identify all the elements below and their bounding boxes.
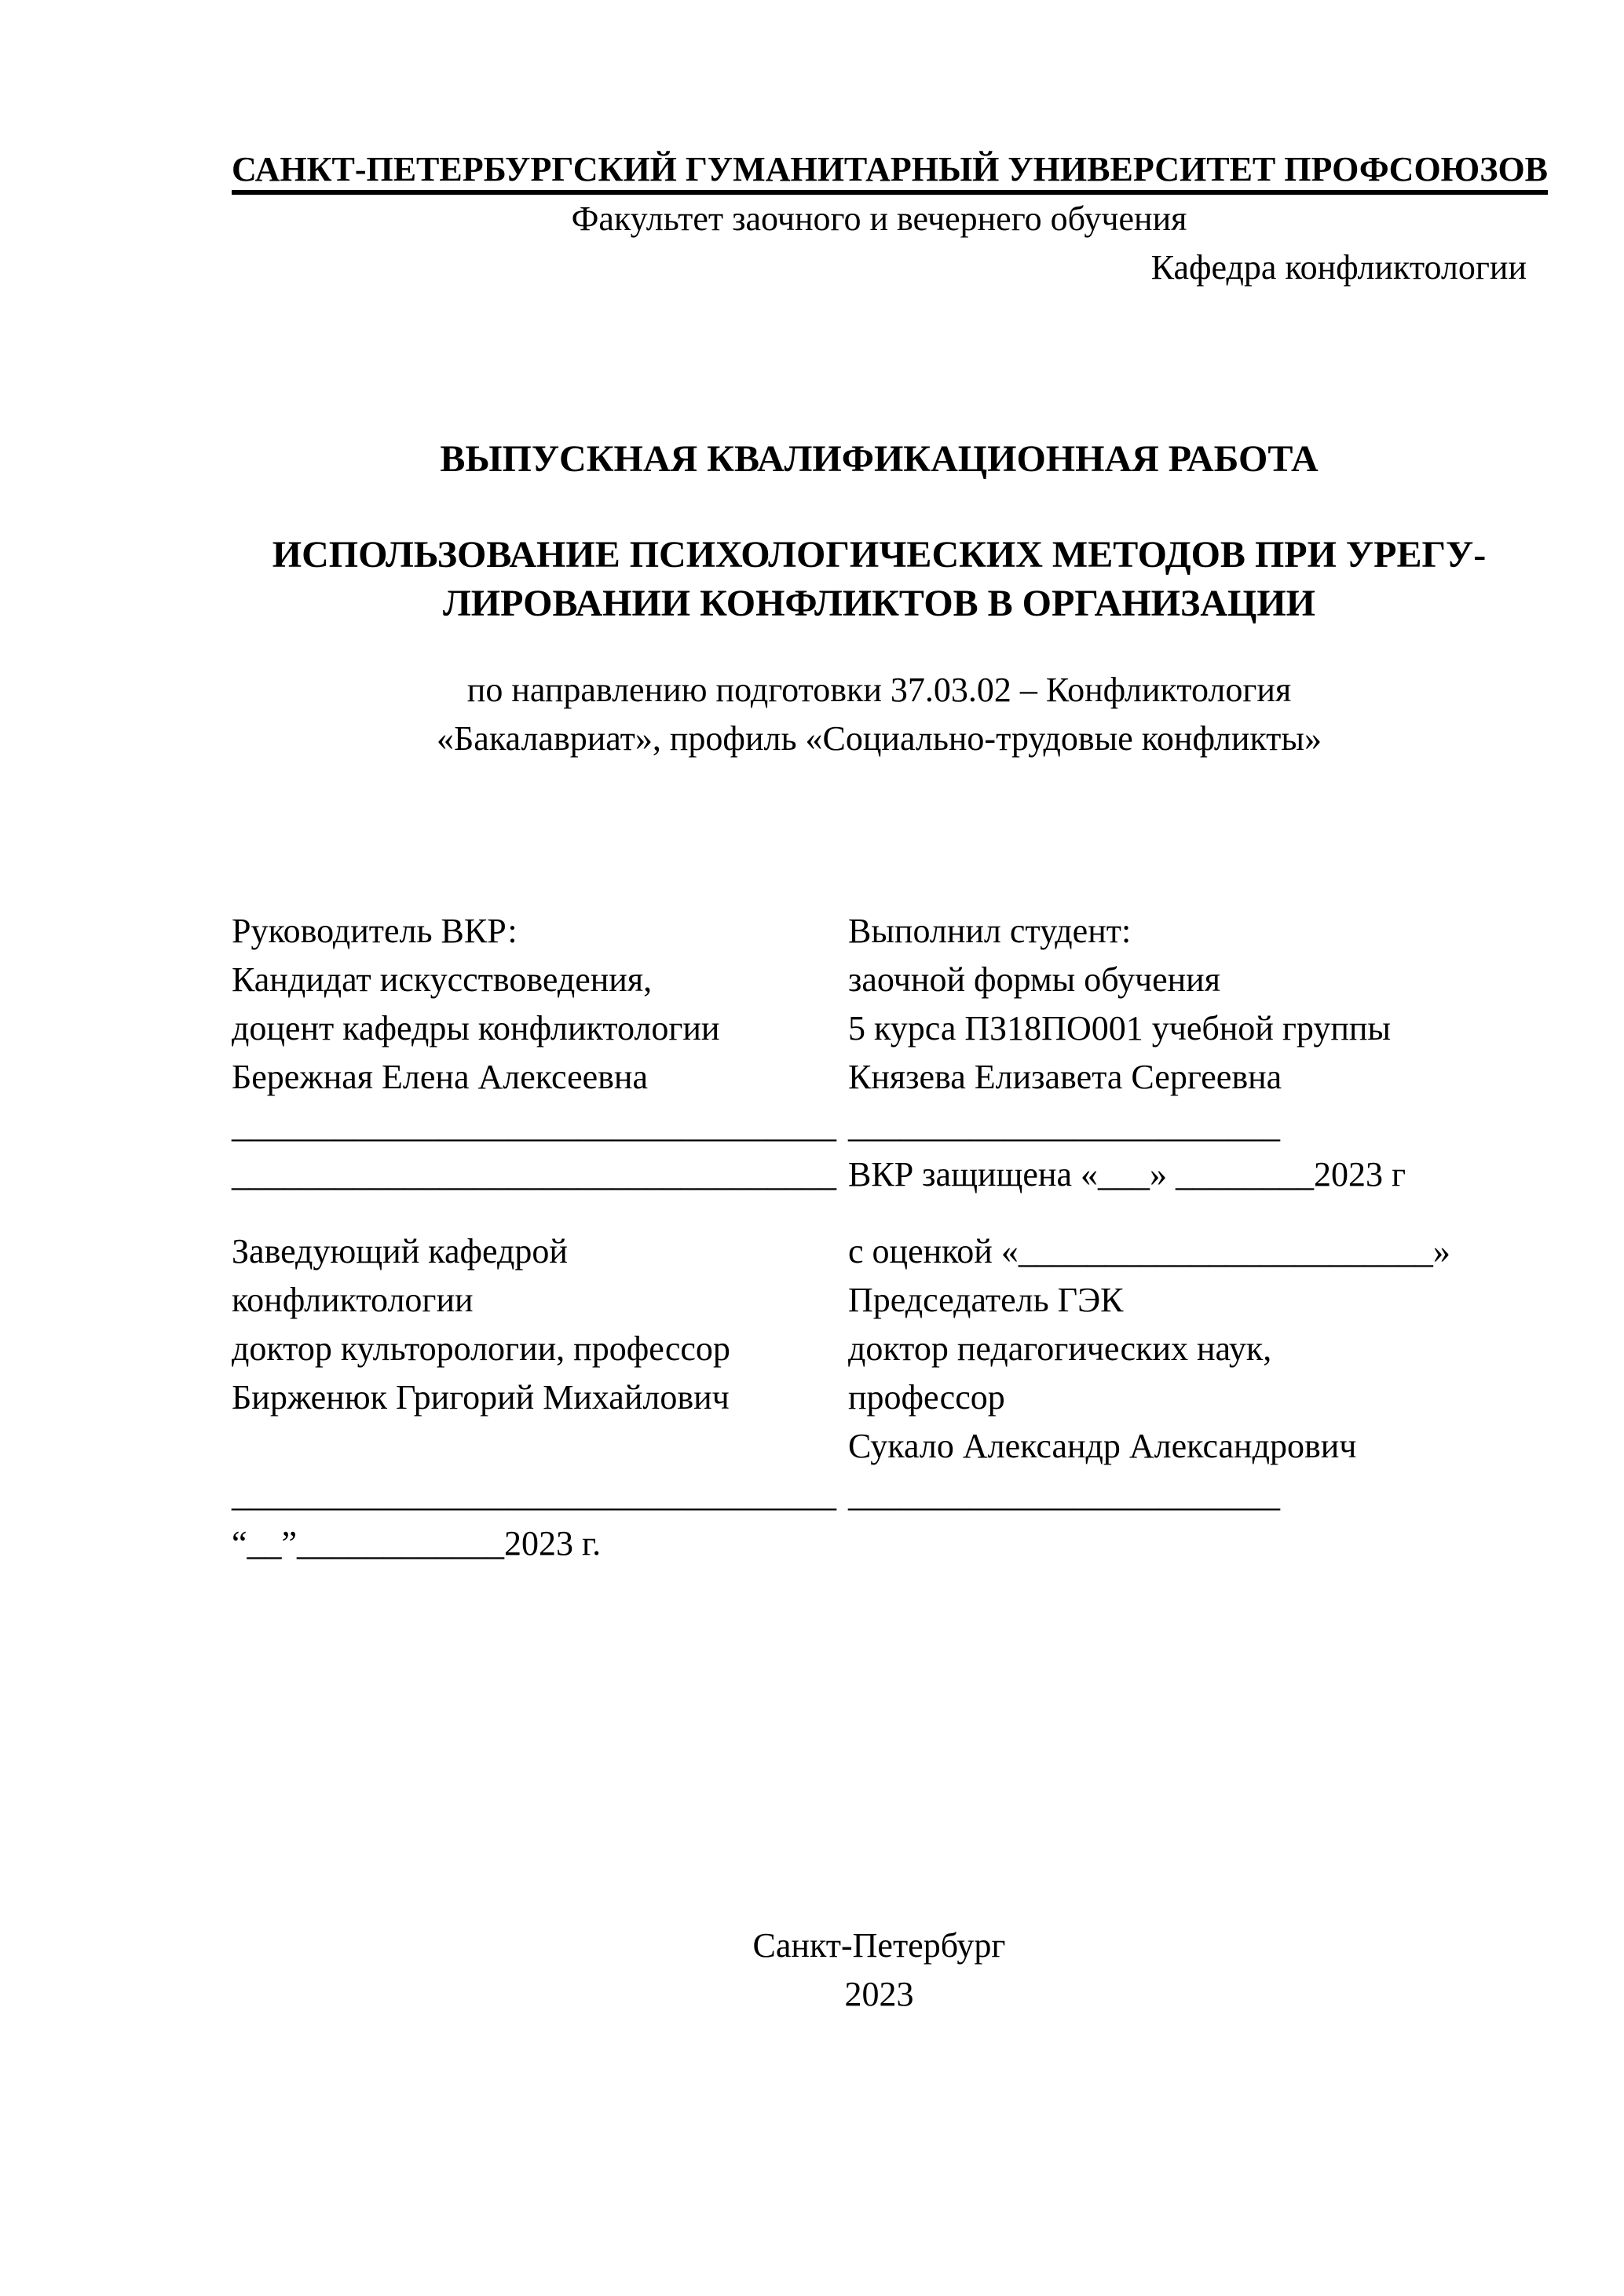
supervisor-position: доцент кафедры конфликтологии [232, 1009, 720, 1047]
doc-footer [232, 1921, 1527, 2019]
work-type-heading: ВЫПУСКНАЯ КВАЛИФИКАЦИОННАЯ РАБОТА [440, 438, 1319, 480]
student-signature-line: _________________________ [848, 1106, 1280, 1145]
blank-line [848, 1519, 1527, 1568]
supervisor-role: Руководитель ВКР: [232, 912, 518, 950]
committee-chair-role: Председатель ГЭК [848, 1281, 1124, 1319]
head-degree: доктор культорологии, профессор [232, 1329, 730, 1368]
department-name: Кафедра конфликтологии [1150, 248, 1527, 287]
signature-section-top [232, 907, 1527, 1199]
faculty-name: Факультет заочного и вечернего обучения [571, 199, 1187, 238]
work-title-line2: ЛИРОВАНИИ КОНФЛИКТОВ В ОРГАНИЗАЦИИ [442, 583, 1315, 624]
program-info [232, 666, 1527, 763]
defence-date-line: ВКР защищена «___» ________2023 г [848, 1155, 1406, 1194]
committee-chair-name: Сукало Александр Александрович [848, 1427, 1357, 1465]
work-title-line1: ИСПОЛЬЗОВАНИЕ ПСИХОЛОГИЧЕСКИХ МЕТОДОВ ПРИ УРЕГУ- [272, 534, 1487, 576]
university-name: САНКТ-ПЕТЕРБУРГСКИЙ ГУМАНИТАРНЫЙ УНИВЕРСИТЕТ ПРОФСОЮЗОВ [232, 150, 1548, 195]
student-block [848, 907, 1527, 1199]
year: 2023 [844, 1975, 914, 2013]
committee-chair-block [848, 1227, 1527, 1568]
blank-line [232, 1422, 848, 1471]
committee-chair-degree2: профессор [848, 1378, 1005, 1417]
head-name: Бирженюк Григорий Михайлович [232, 1378, 730, 1417]
supervisor-degree: Кандидат искусствоведения, [232, 960, 653, 999]
signature-section-bottom [232, 1227, 1527, 1568]
student-study-form: заочной формы обучения [848, 960, 1220, 999]
supervisor-name: Бережная Елена Алексеевна [232, 1058, 648, 1096]
university-name-row [232, 145, 1549, 195]
head-role-line2: конфликтологии [232, 1281, 474, 1319]
grade-line: с оценкой «________________________» [848, 1232, 1450, 1270]
supervisor-signature-line-2: ___________________________________ [232, 1155, 836, 1194]
committee-chair-degree: доктор педагогических наук, [848, 1329, 1272, 1368]
program-direction: по направлению подготовки 37.03.02 – Конфликтология [466, 671, 1292, 709]
student-role: Выполнил студент: [848, 912, 1132, 950]
student-name: Князева Елизавета Сергеевна [848, 1058, 1282, 1096]
doc-header [232, 145, 1549, 292]
program-profile: «Бакалавриат», профиль «Социально-трудовые конфликты» [437, 719, 1322, 758]
student-group: 5 курса ПЗ18ПО001 учебной группы [848, 1009, 1391, 1047]
work-title [232, 531, 1527, 628]
head-date-line: “__”____________2023 г. [232, 1524, 602, 1563]
head-role-line1: Заведующий кафедрой [232, 1232, 568, 1270]
city: Санкт-Петербург [752, 1926, 1006, 1965]
head-of-department-block [232, 1227, 848, 1568]
supervisor-signature-line-1: ___________________________________ [232, 1106, 836, 1145]
supervisor-block [232, 907, 848, 1199]
committee-chair-signature-line: _________________________ [848, 1475, 1280, 1514]
head-signature-line: ___________________________________ [232, 1475, 836, 1514]
